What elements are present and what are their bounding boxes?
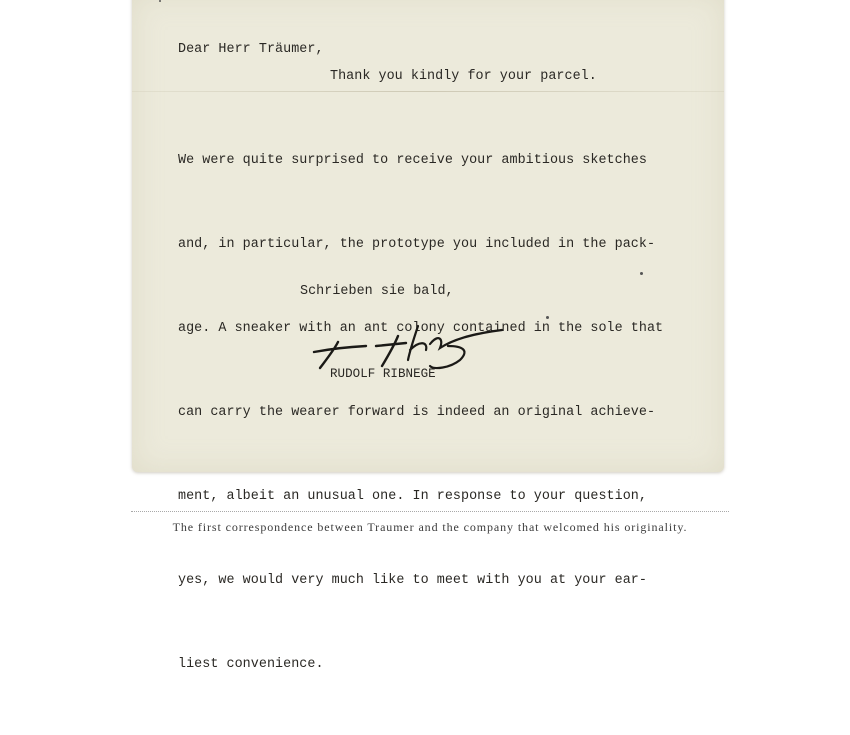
letter-opener: Thank you kindly for your parcel. [330,69,597,84]
letter-line: liest convenience. [178,657,324,672]
letter-body [178,91,663,735]
letter-line: and, in particular, the prototype you included in the pack- [178,237,656,252]
letter-line: We were quite surprised to receive your ambitious sketches [178,153,647,168]
figure-caption: The first correspondence between Traumer and the company that welcomed his originality. [172,520,688,534]
letter-signatory: RUDOLF RIBNEGE [330,367,436,381]
paper-speck [546,316,549,319]
letter-closing: Schrieben sie bald, [300,284,454,299]
paper-speck [159,0,161,2]
paper-speck [640,272,643,275]
letter-salutation: Dear Herr Träumer, [178,42,324,57]
handwritten-signature [310,316,510,371]
letter-line: yes, we would very much like to meet with you at your ear- [178,573,647,588]
letter-line: ment, albeit an unusual one. In response to your question, [178,489,647,504]
caption-divider [131,511,729,512]
letter-line: age. A sneaker with an ant colony contained in the sole that [178,321,664,336]
letter-line: can carry the wearer forward is indeed an original achieve- [178,405,656,420]
